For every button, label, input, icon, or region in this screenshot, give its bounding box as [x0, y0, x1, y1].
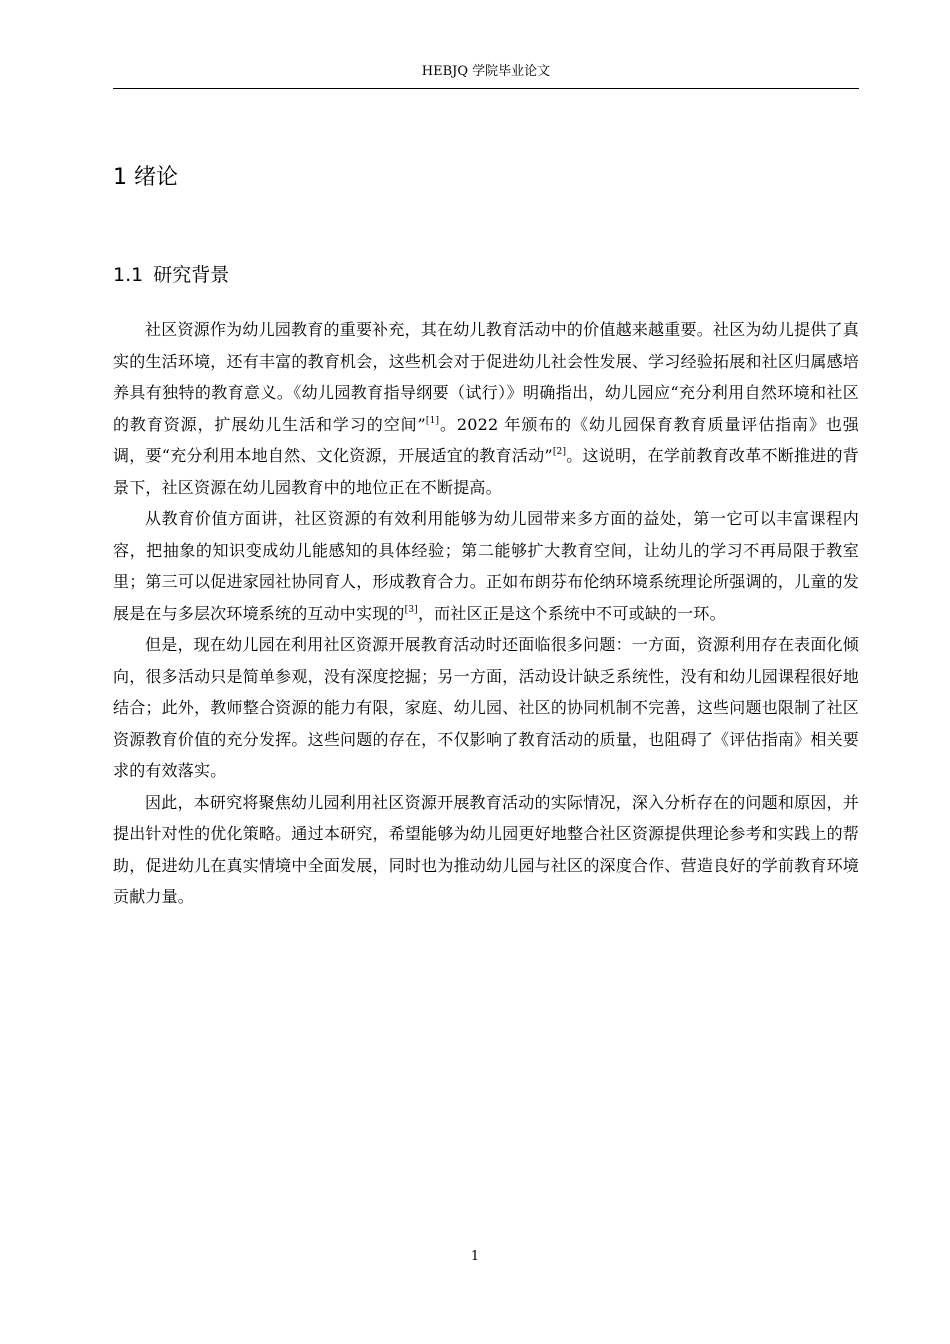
page-number: 1 — [470, 1249, 480, 1264]
section-body — [113, 314, 859, 913]
paragraph-text: 。2022 年颁布的《幼儿园保育教育质量评估指南》也强调，要“充分利用本地自然、文化资源，开展适宜的教育活动” — [113, 414, 859, 465]
paragraph-text: 社区资源作为幼儿园教育的重要补充，其在幼儿教育活动中的价值越来越重要。社区为幼儿提供了真实的生活环境，还有丰富的教育机会，这些机会对于促进幼儿社会性发展、学习经验拓展和社区归属感培养具有独特的教育意义。《幼儿园教育指导纲要（试行）》明确指出，幼儿园应“充分利用自然环境和社区的教育资源，扩展幼儿生活和学习的空间” — [113, 320, 859, 434]
paragraph-4 — [113, 787, 859, 913]
header-title: HEBJQ 学院毕业论文 — [421, 64, 551, 79]
paragraph-1 — [113, 314, 859, 503]
page-header — [113, 62, 859, 89]
chapter-title: 1 绪论 — [113, 165, 178, 190]
paragraph-text: ，而社区正是这个系统中不可或缺的一环。 — [417, 603, 726, 623]
citation-1: [1] — [425, 415, 440, 426]
section-heading — [113, 258, 229, 292]
paragraph-text: 。这说明，在学前教育改革不断推进的背景下，社区资源在幼儿园教育中的地位正在不断提高。 — [113, 446, 859, 497]
paragraph-3 — [113, 629, 859, 787]
citation-3: [3] — [404, 604, 418, 615]
document-body — [113, 150, 859, 906]
paragraph-2 — [113, 503, 859, 629]
section-number: 1.1 — [113, 264, 144, 286]
citation-2: [2] — [552, 447, 567, 457]
paragraph-text: 从教育价值方面讲，社区资源的有效利用能够为幼儿园带来多方面的益处，第一它可以丰富课程内容，把抽象的知识变成幼儿能感知的具体经验；第二能够扩大教育空间，让幼儿的学习不再局限于教室里；第三可以促进家园社协同育人，形成教育合力。正如布朗芬布伦纳环境系统理论所强调的，儿童的发展是在与多层次环境系统的互动中实现的 — [113, 509, 859, 623]
paragraph-text: 但是，现在幼儿园在利用社区资源开展教育活动时还面临很多问题：一方面，资源利用存在表面化倾向，很多活动只是简单参观，没有深度挖掘；另一方面，活动设计缺乏系统性，没有和幼儿园课程很好地结合；此外，教师整合资源的能力有限，家庭、幼儿园、社区的协同机制不完善，这些问题也限制了社区资源教育价值的充分发挥。这些问题的存在，不仅影响了教育活动的质量，也阻碍了《评估指南》相关要求的有效落实。 — [113, 635, 859, 780]
section-title: 研究背景 — [153, 264, 230, 286]
paragraph-text: 因此，本研究将聚焦幼儿园利用社区资源开展教育活动的实际情况，深入分析存在的问题和原因，并提出针对性的优化策略。通过本研究，希望能够为幼儿园更好地整合社区资源提供理论参考和实践上的帮助，促进幼儿在真实情境中全面发展，同时也为推动幼儿园与社区的深度合作、营造良好的学前教育环境贡献力量。 — [113, 792, 859, 906]
